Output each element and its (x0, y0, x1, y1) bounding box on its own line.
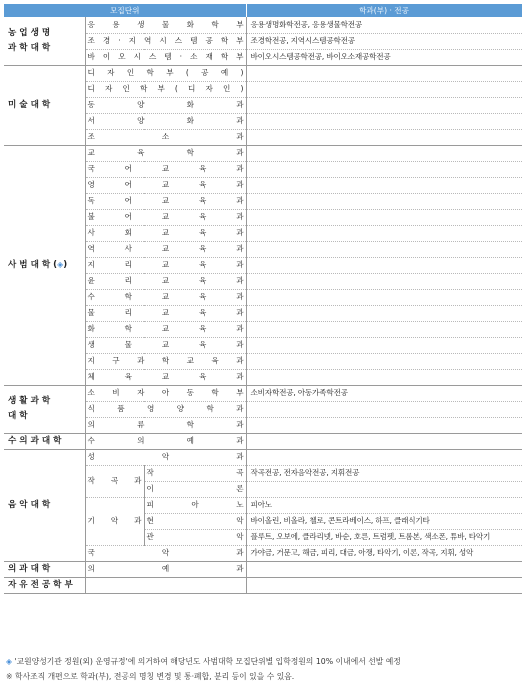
college-cell (4, 17, 85, 65)
table-row (4, 561, 522, 577)
major-cell (246, 97, 522, 113)
major-cell (246, 433, 522, 449)
department-label: 체 육 교 육 과 (87, 372, 244, 382)
major-cell (246, 81, 522, 97)
major-cell: 가야금, 거문고, 해금, 피리, 대금, 아쟁, 타악기, 이론, 작곡, 지휘, 성악 (246, 545, 522, 561)
table-row (4, 17, 522, 33)
department-label: 국 어 교 육 과 (87, 164, 244, 174)
department-cell (85, 337, 246, 353)
department-cell (85, 33, 246, 49)
subdivision-label: 이 론 (146, 484, 244, 494)
college-name: 생 활 과 학 (8, 396, 51, 407)
department-cell (85, 81, 246, 97)
major-cell (246, 225, 522, 241)
department-cell (85, 65, 246, 81)
department-label: 서 양 화 과 (87, 116, 244, 126)
department-cell (85, 257, 246, 273)
college-name-line2: 대 학 (8, 411, 28, 421)
department-label: 지 구 과 학 교 육 과 (87, 356, 244, 366)
college-name: 사 범 대 학 ( (8, 259, 58, 270)
department-label: 식 품 영 양 학 과 (87, 404, 244, 414)
major-cell (246, 241, 522, 257)
major-cell (246, 305, 522, 321)
admission-units-table-section (4, 4, 522, 594)
major-cell (246, 65, 522, 81)
department-cell (85, 273, 246, 289)
major-cell: 플루트, 오보에, 클라리넷, 바순, 호른, 트럼펫, 트롬본, 색소폰, 튜바, 타악기 (246, 529, 522, 545)
department-label: 수 학 교 육 과 (87, 292, 244, 302)
major-cell: 소비자학전공, 아동가족학전공 (246, 385, 522, 401)
header-unit: 모집단위 (4, 4, 246, 17)
subdivision-cell (144, 529, 246, 545)
table-row (4, 145, 522, 161)
subdivision-label: 작 곡 (146, 468, 244, 478)
diamond-icon: ◈ (57, 259, 64, 269)
college-cell (4, 145, 85, 385)
table-row (4, 577, 522, 593)
major-cell (246, 257, 522, 273)
table-row (4, 65, 522, 81)
major-cell: 응용생명화학전공, 응용생물학전공 (246, 17, 522, 33)
major-cell (246, 577, 522, 593)
footnote-quota (6, 654, 522, 669)
department-label: 바 이 오 시 스 템 · 소 재 학 부 (87, 52, 244, 62)
subdivision-cell (144, 465, 246, 481)
department-cell (85, 577, 246, 593)
department-cell (85, 209, 246, 225)
department-label: 성 악 과 (87, 452, 244, 462)
department-cell (85, 145, 246, 161)
department-cell (85, 129, 246, 145)
college-cell (4, 449, 85, 561)
subdivision-cell (144, 497, 246, 513)
department-label: 지 리 교 육 과 (87, 260, 244, 270)
table-header-row (4, 4, 522, 17)
department-group-cell (85, 497, 144, 545)
major-cell: 바이오시스템공학전공, 바이오소재공학전공 (246, 49, 522, 65)
subdivision-cell (144, 481, 246, 497)
major-cell (246, 417, 522, 433)
department-cell (85, 161, 246, 177)
major-cell (246, 337, 522, 353)
major-cell: 작곡전공, 전자음악전공, 지휘전공 (246, 465, 522, 481)
major-cell (246, 353, 522, 369)
major-cell (246, 289, 522, 305)
department-label: 역 사 교 육 과 (87, 244, 244, 254)
college-name: 음 악 대 학 (8, 499, 51, 510)
diamond-mark-icon: ◈ (6, 657, 12, 666)
college-name: 농 업 생 명 (8, 28, 51, 39)
department-label: 디 자 인 학 부 ( 디 자 인 ) (87, 84, 244, 94)
department-label: 동 양 화 과 (87, 100, 244, 110)
department-cell (85, 289, 246, 305)
major-cell: 바이올린, 비올라, 첼로, 콘트라베이스, 하프, 클래식기타 (246, 513, 522, 529)
department-label: 독 어 교 육 과 (87, 196, 244, 206)
college-name: 수 의 과 대 학 (8, 435, 62, 446)
subdivision-label: 피 아 노 (146, 500, 244, 510)
department-cell (85, 17, 246, 33)
department-cell (85, 401, 246, 417)
department-label: 의 류 학 과 (87, 420, 244, 430)
subdivision-label: 현 악 (146, 516, 244, 526)
major-cell (246, 449, 522, 465)
college-name-line2: 과 학 대 학 (8, 42, 51, 53)
college-cell (4, 385, 85, 433)
college-name-end: ) (63, 259, 68, 270)
department-label: 불 어 교 육 과 (87, 212, 244, 222)
footnote-reorg (6, 669, 522, 684)
college-name: 미 술 대 학 (8, 99, 51, 110)
major-cell (246, 273, 522, 289)
department-cell (85, 177, 246, 193)
table-row (4, 433, 522, 449)
header-major: 학과(부) · 전공 (246, 4, 522, 17)
department-cell (85, 417, 246, 433)
major-cell (246, 321, 522, 337)
college-name: 자 유 전 공 학 부 (8, 579, 73, 590)
department-cell (85, 369, 246, 385)
major-cell: 피아노 (246, 497, 522, 513)
table-row (4, 449, 522, 465)
department-cell (85, 449, 246, 465)
department-cell (85, 49, 246, 65)
department-cell (85, 353, 246, 369)
department-label: 국 악 과 (87, 548, 244, 558)
department-label: 영 어 교 육 과 (87, 180, 244, 190)
department-cell (85, 97, 246, 113)
major-cell (246, 177, 522, 193)
department-cell (85, 225, 246, 241)
college-cell (4, 65, 85, 145)
major-cell (246, 209, 522, 225)
department-cell (85, 305, 246, 321)
major-cell (246, 561, 522, 577)
subdivision-label: 관 악 (146, 532, 244, 542)
department-label: 교 육 학 과 (87, 148, 244, 158)
department-label: 조 소 과 (87, 132, 244, 142)
table-row (4, 385, 522, 401)
college-cell (4, 577, 85, 593)
footnote-quota-text: '교원양성기관 정원(외) 운영규정'에 의거하여 해당년도 사범대학 모집단위별 입학정원의 10% 이내에서 선발 예정 (14, 657, 401, 666)
college-cell (4, 561, 85, 577)
department-label: 조 경 · 지 역 시 스 템 공 학 부 (87, 36, 244, 46)
major-cell (246, 129, 522, 145)
department-label: 생 물 교 육 과 (87, 340, 244, 350)
footnotes (6, 654, 522, 684)
department-group-cell (85, 465, 144, 497)
department-label: 소 비 자 아 동 학 부 (87, 388, 244, 398)
department-cell (85, 193, 246, 209)
major-cell (246, 145, 522, 161)
subdivision-cell (144, 513, 246, 529)
department-label: 의 예 과 (87, 564, 244, 574)
major-cell: 조경학전공, 지역시스템공학전공 (246, 33, 522, 49)
footnote-reorg-text: 학사조직 개편으로 학과(부), 전공의 명칭 변경 및 통·폐합, 분리 등이 있을 수 있음. (15, 672, 295, 681)
department-cell (85, 385, 246, 401)
admission-units-table (4, 4, 523, 594)
department-label: 디 자 인 학 부 ( 공 예 ) (87, 68, 244, 78)
major-cell (246, 369, 522, 385)
department-label: 윤 리 교 육 과 (87, 276, 244, 286)
department-label: 수 의 예 과 (87, 436, 244, 446)
department-cell (85, 545, 246, 561)
department-cell (85, 241, 246, 257)
major-cell (246, 161, 522, 177)
major-cell (246, 401, 522, 417)
department-group-label: 작 곡 과 (87, 476, 142, 486)
major-cell (246, 481, 522, 497)
department-cell (85, 561, 246, 577)
department-cell (85, 113, 246, 129)
major-cell (246, 113, 522, 129)
department-cell (85, 321, 246, 337)
college-name: 의 과 대 학 (8, 563, 51, 574)
table-body (4, 17, 522, 593)
department-label: 화 학 교 육 과 (87, 324, 244, 334)
department-cell (85, 433, 246, 449)
department-label: 응 용 생 물 화 학 부 (87, 19, 244, 29)
department-label: 물 리 교 육 과 (87, 308, 244, 318)
major-cell (246, 193, 522, 209)
reference-mark-icon: ※ (6, 672, 13, 681)
college-cell (4, 433, 85, 449)
department-label: 사 회 교 육 과 (87, 228, 244, 238)
department-group-label: 기 악 과 (87, 516, 142, 526)
